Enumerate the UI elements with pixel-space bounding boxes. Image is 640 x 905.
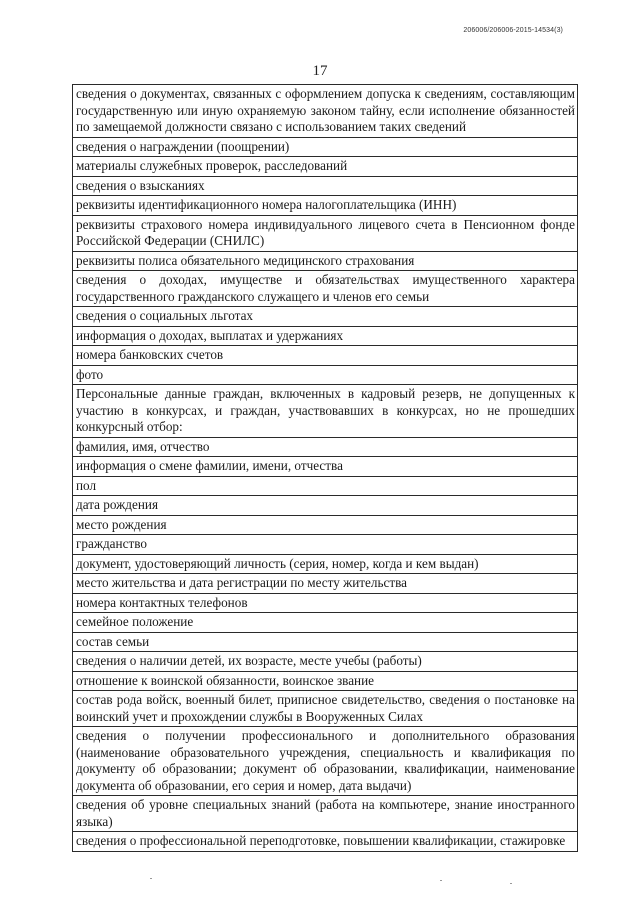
page-number: 17 [312,63,328,79]
table-cell: сведения о наличии детей, их возрасте, месте учебы (работы) [73,652,578,672]
table-cell: состав рода войск, военный билет, приписное свидетельство, сведения о постановке на воинский учет и прохождении службы в Вооруженных Силах [73,691,578,727]
document-id: 206006/206006-2015-14534(3) [463,27,563,34]
table-row [73,652,578,672]
table-cell: сведения об уровне специальных знаний (работа на компьютере, знание иностранного языка) [73,796,578,832]
table-cell: сведения о доходах, имуществе и обязательствах имущественного характера государственного гражданского служащего и членов его семьи [73,271,578,307]
table-row [73,727,578,796]
table-row [73,632,578,652]
table-cell: семейное положение [73,613,578,633]
table-row [73,176,578,196]
table-row [73,457,578,477]
table-row [73,437,578,457]
table-row [73,691,578,727]
table-cell: фамилия, имя, отчество [73,437,578,457]
scan-speck [150,878,152,879]
table-row [73,137,578,157]
table-row [73,271,578,307]
table-cell: Персональные данные граждан, включенных в кадровый резерв, не допущенных к участию в конкурсах, и граждан, участвовавших в конкурсах, но не прошедших конкурсный отбор: [73,385,578,438]
table-row [73,85,578,138]
table-cell: сведения о профессиональной переподготовке, повышении квалификации, стажировке [73,832,578,852]
table-row [73,554,578,574]
table-cell: дата рождения [73,496,578,516]
table-row [73,385,578,438]
table-cell: гражданство [73,535,578,555]
table-row [73,215,578,251]
table-cell: информация о смене фамилии, имени, отчества [73,457,578,477]
table-row [73,671,578,691]
table-row [73,365,578,385]
table-cell: сведения о взысканиях [73,176,578,196]
table-cell: реквизиты страхового номера индивидуального лицевого счета в Пенсионном фонде Российской Федерации (СНИЛС) [73,215,578,251]
table-row [73,796,578,832]
table-row [73,326,578,346]
table-row [73,496,578,516]
table-cell: информация о доходах, выплатах и удержаниях [73,326,578,346]
table-cell: место рождения [73,515,578,535]
table-row [73,307,578,327]
table-row [73,251,578,271]
table-row [73,157,578,177]
table-cell: номера банковских счетов [73,346,578,366]
table-row [73,476,578,496]
table-row [73,196,578,216]
table-cell: номера контактных телефонов [73,593,578,613]
table-row [73,832,578,852]
table-row [73,613,578,633]
personal-data-table [72,84,578,852]
table-row [73,515,578,535]
scan-speck [440,880,442,881]
table-cell: пол [73,476,578,496]
table-cell: место жительства и дата регистрации по месту жительства [73,574,578,594]
table-cell: сведения о социальных льготах [73,307,578,327]
table-row [73,574,578,594]
table-row [73,535,578,555]
table-cell: отношение к воинской обязанности, воинское звание [73,671,578,691]
table-cell: сведения о получении профессионального и дополнительного образования (наименование образовательного учреждения, специальность и квалификация по документу об образовании; документ об образовании, квалификации, наименование документа об образовании, его серия и номер, дата выдачи) [73,727,578,796]
table-cell: состав семьи [73,632,578,652]
table-cell: сведения о документах, связанных с оформлением допуска к сведениям, составляющим государственную или иную охраняемую законом тайну, если исполнение обязанностей по замещаемой должности связано с использованием таких сведений [73,85,578,138]
table-cell: реквизиты идентификационного номера налогоплательщика (ИНН) [73,196,578,216]
table-row [73,593,578,613]
table-row [73,346,578,366]
scan-speck [510,883,512,884]
table-cell: реквизиты полиса обязательного медицинского страхования [73,251,578,271]
table-cell: сведения о награждении (поощрении) [73,137,578,157]
table-cell: материалы служебных проверок, расследований [73,157,578,177]
table-cell: документ, удостоверяющий личность (серия, номер, когда и кем выдан) [73,554,578,574]
table-cell: фото [73,365,578,385]
